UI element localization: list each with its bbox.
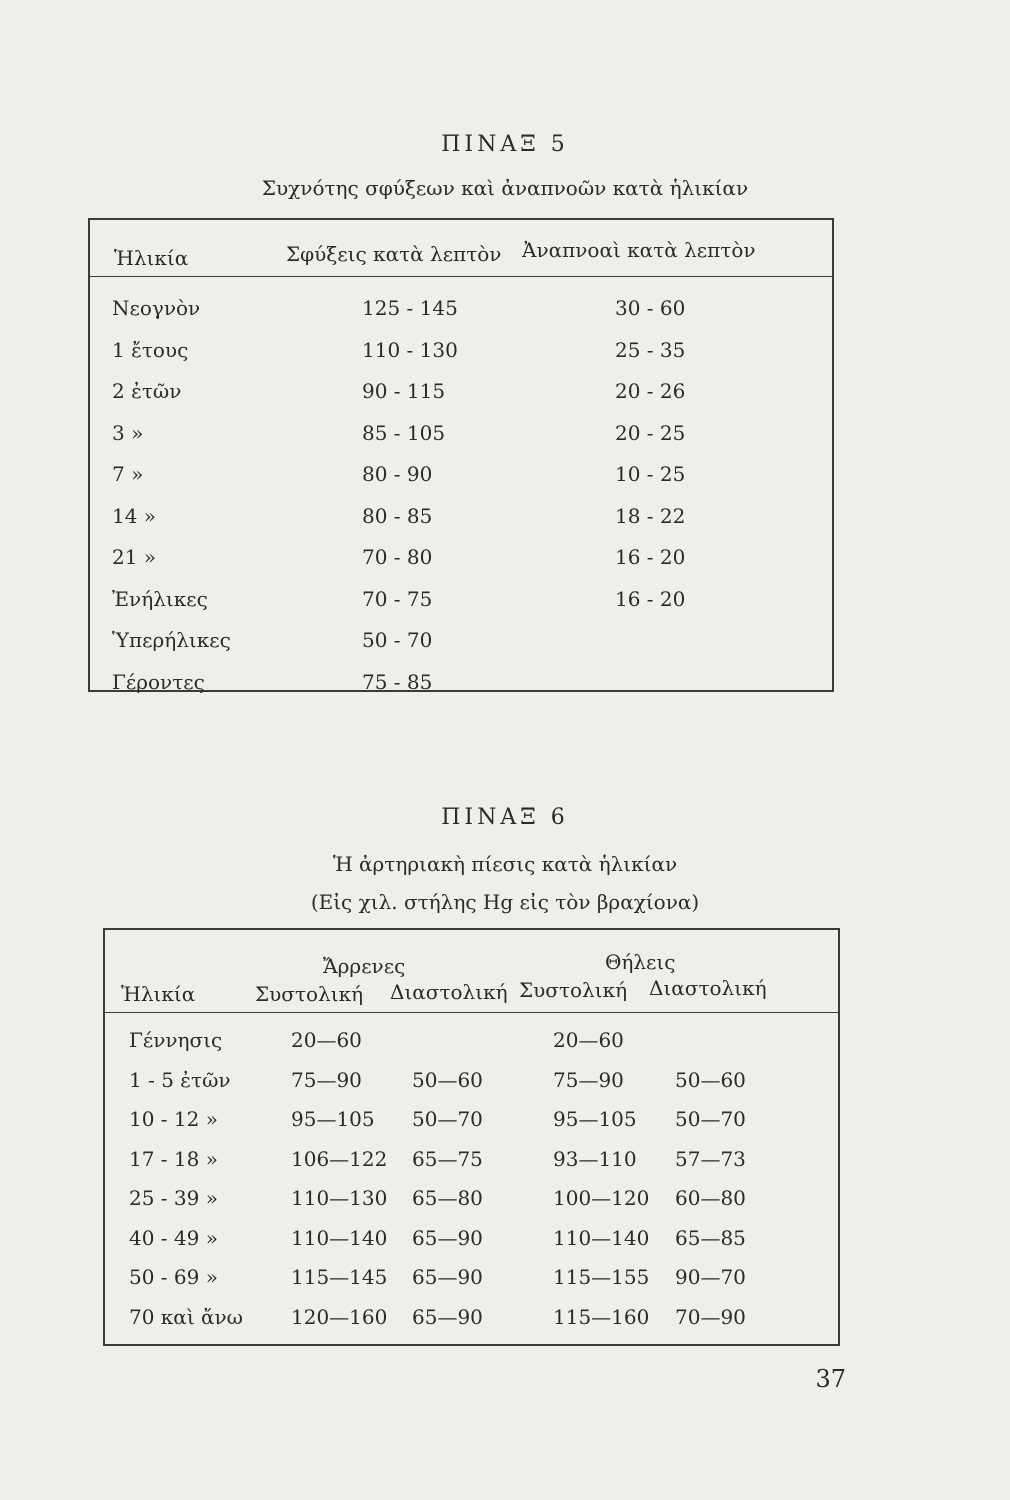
table6-cell-m_dia: 65—90: [412, 1265, 483, 1289]
table6-cell-m_sys: 20—60: [291, 1028, 362, 1052]
table5-cell-pulse: 50 - 70: [362, 628, 433, 652]
table5-cell-breaths: 10 - 25: [615, 462, 686, 486]
table6-cell-age: 10 - 12 »: [129, 1107, 218, 1131]
table5-cell-age: Νεογνὸν: [112, 296, 201, 320]
table6-header-female-systolic: Συστολική: [519, 978, 628, 1002]
table6-cell-f_sys: 20—60: [553, 1028, 624, 1052]
table6-frame: [103, 928, 840, 1346]
table6-cell-m_sys: 110—140: [291, 1225, 388, 1250]
page-number: 37: [815, 1365, 846, 1393]
table6-subtitle: Ἡ ἀρτηριακὴ πίεσις κατὰ ἡλικίαν: [332, 852, 678, 876]
table6-cell-f_dia: 65—85: [675, 1225, 746, 1250]
table5-cell-breaths: 20 - 26: [615, 379, 686, 403]
table6-cell-age: 50 - 69 »: [129, 1265, 218, 1289]
table5-header-age: Ἡλικία: [114, 246, 189, 270]
table6-cell-m_dia: 65—75: [412, 1146, 483, 1171]
table6-cell-f_dia: 90—70: [675, 1265, 746, 1289]
table6-cell-age: 17 - 18 »: [129, 1146, 218, 1171]
table6-cell-age: 40 - 49 »: [129, 1225, 218, 1250]
table5-header-rule: [90, 276, 832, 277]
table6-cell-age: 1 - 5 ἐτῶν: [129, 1067, 231, 1092]
table5-cell-age: Ὑπερήλικες: [112, 628, 231, 652]
table6-cell-m_dia: 50—70: [412, 1107, 483, 1131]
table5-cell-breaths: 18 - 22: [615, 503, 686, 528]
table5-cell-breaths: 30 - 60: [615, 296, 686, 320]
table6-cell-f_dia: 60—80: [675, 1186, 746, 1210]
table6-header-female-diastolic: Διαστολική: [649, 976, 767, 1000]
table5-header-breaths: Ἀναπνοαὶ κατὰ λεπτὸν: [522, 238, 756, 262]
table5-cell-pulse: 70 - 75: [362, 586, 433, 611]
table6-cell-f_dia: 50—60: [675, 1067, 746, 1092]
table5-cell-pulse: 80 - 90: [362, 462, 433, 486]
table5-subtitle: Συχνότης σφύξεων καὶ ἀναπνοῶν κατὰ ἡλικίαν: [261, 176, 749, 200]
table6-cell-f_sys: 95—105: [553, 1107, 637, 1131]
table5-cell-pulse: 110 - 130: [362, 337, 458, 362]
table6-cell-m_dia: 65—90: [412, 1225, 483, 1250]
table6-cell-m_dia: 50—60: [412, 1067, 483, 1092]
table5-cell-age: 14 »: [112, 503, 157, 528]
table5-cell-pulse: 75 - 85: [362, 669, 433, 694]
table6-cell-f_sys: 93—110: [553, 1146, 637, 1171]
table6-cell-m_dia: 65—80: [412, 1186, 483, 1210]
table5-cell-age: 7 »: [112, 462, 144, 486]
table5-cell-pulse: 125 - 145: [362, 296, 458, 320]
table6-cell-f_sys: 110—140: [553, 1225, 650, 1250]
table6-header-age: Ἡλικία: [121, 982, 196, 1006]
table5-cell-breaths: 25 - 35: [615, 337, 686, 362]
table5-cell-age: Γέροντες: [112, 669, 205, 694]
table6-title: ΠΙΝΑΞ 6: [441, 805, 569, 830]
table6-cell-f_sys: 75—90: [553, 1067, 624, 1092]
table6-header-male-systolic: Συστολική: [255, 982, 364, 1006]
table5-cell-age: 2 ἐτῶν: [112, 379, 182, 403]
table6-header-female: Θήλεις: [605, 950, 676, 974]
table6-cell-m_sys: 110—130: [291, 1186, 388, 1210]
table5-cell-pulse: 80 - 85: [362, 503, 433, 528]
table6-cell-m_sys: 95—105: [291, 1107, 375, 1131]
table6-cell-f_dia: 70—90: [675, 1304, 746, 1329]
table5-cell-age: 3 »: [112, 420, 144, 445]
table6-cell-age: 25 - 39 »: [129, 1186, 218, 1210]
table6-header-male-diastolic: Διαστολική: [390, 980, 508, 1004]
table5-cell-pulse: 85 - 105: [362, 420, 446, 445]
table6-cell-f_dia: 57—73: [675, 1146, 746, 1171]
table6-cell-m_dia: 65—90: [412, 1304, 483, 1329]
table6-header-rule: [105, 1012, 838, 1013]
table5-header-pulse: Σφύξεις κατὰ λεπτὸν: [286, 242, 502, 266]
table6-header-male: Ἄρρενες: [323, 954, 406, 978]
table6-units: (Εἰς χιλ. στήλης Hg εἰς τὸν βραχίονα): [310, 890, 700, 914]
table6-cell-m_sys: 115—145: [291, 1265, 388, 1289]
table5-cell-breaths: 16 - 20: [615, 545, 686, 569]
table5-cell-pulse: 70 - 80: [362, 545, 433, 569]
table5-cell-pulse: 90 - 115: [362, 379, 446, 403]
table6-cell-m_sys: 75—90: [291, 1067, 362, 1092]
table6-cell-age: Γέννησις: [129, 1028, 223, 1052]
table5-cell-age: 21 »: [112, 545, 157, 569]
table5-frame: [88, 218, 834, 692]
table5-cell-age: 1 ἔτους: [112, 337, 189, 362]
table5-title: ΠΙΝΑΞ 5: [441, 132, 569, 157]
table5-cell-breaths: 16 - 20: [615, 586, 686, 611]
table6-cell-m_sys: 120—160: [291, 1304, 388, 1329]
table6-cell-f_sys: 100—120: [553, 1186, 650, 1210]
table5-cell-breaths: 20 - 25: [615, 420, 686, 445]
table6-cell-age: 70 καὶ ἄνω: [129, 1304, 243, 1329]
table5-cell-age: Ἐνήλικες: [112, 586, 208, 611]
table6-cell-f_dia: 50—70: [675, 1107, 746, 1131]
table6-cell-f_sys: 115—160: [553, 1304, 650, 1329]
table6-cell-m_sys: 106—122: [291, 1146, 388, 1171]
table6-cell-f_sys: 115—155: [553, 1265, 650, 1289]
